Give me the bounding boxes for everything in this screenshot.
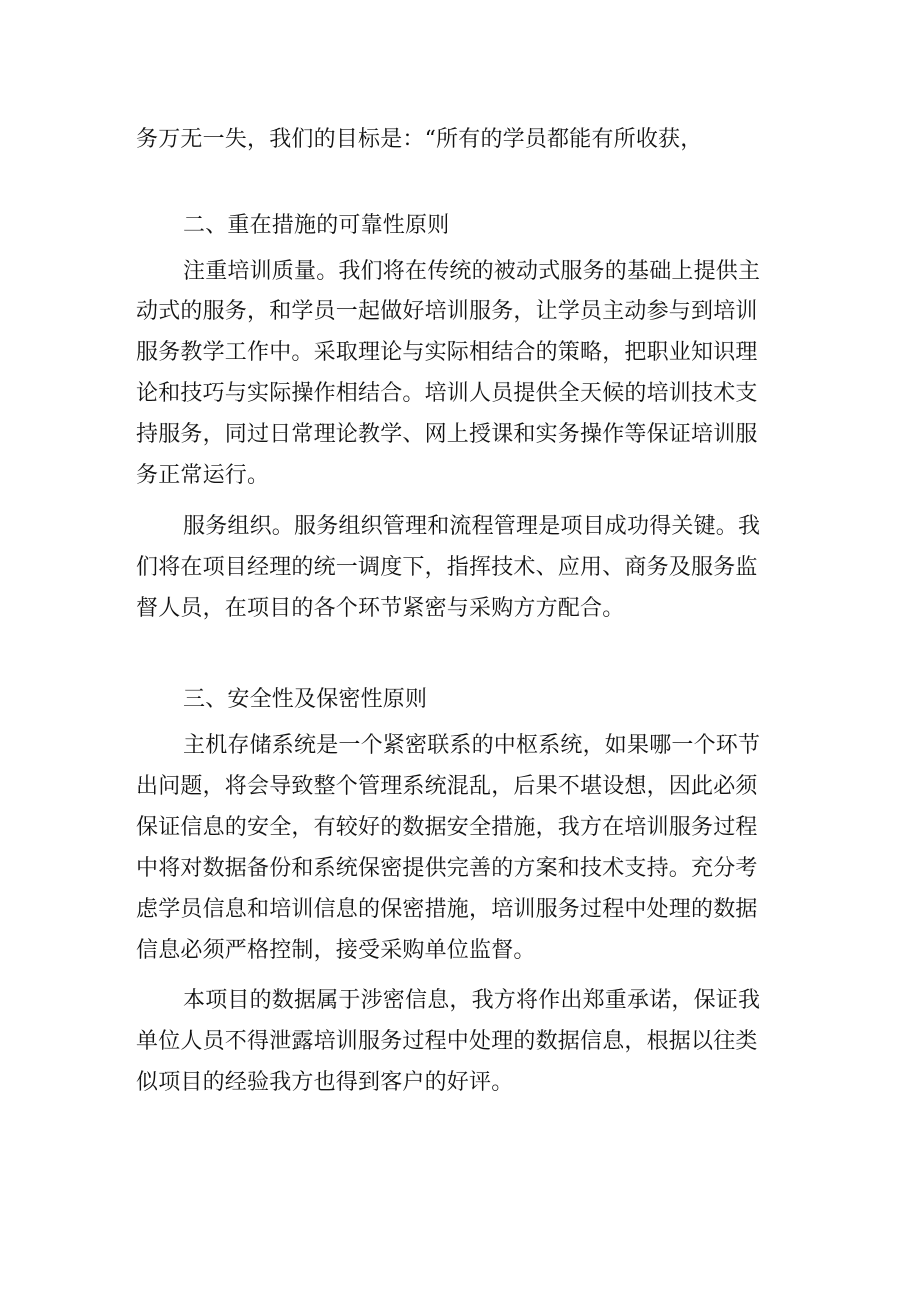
paragraph-line: 保证信息的安全，有较好的数据安全措施，我方在培训服务过程 bbox=[136, 815, 758, 840]
paragraph-line: 们将在项目经理的统一调度下，指挥技术、应用、商务及服务监 bbox=[136, 555, 758, 580]
paragraph-line: 单位人员不得泄露培训服务过程中处理的数据信息，根据以往类 bbox=[136, 1029, 758, 1054]
paragraph-line: 论和技巧与实际操作相结合。培训人员提供全天候的培训技术支 bbox=[136, 381, 758, 406]
paragraph-line: 主机存储系统是一个紧密联系的中枢系统，如果哪一个环节 bbox=[183, 733, 761, 758]
paragraph-line: 虑学员信息和培训信息的保密措施，培训服务过程中处理的数据 bbox=[136, 897, 758, 922]
paragraph-line: 中将对数据备份和系统保密提供完善的方案和技术支持。充分考 bbox=[136, 856, 758, 881]
paragraph-line: 注重培训质量。我们将在传统的被动式服务的基础上提供主 bbox=[183, 259, 761, 284]
paragraph-line: 信息必须严格控制，接受采购单位监督。 bbox=[136, 938, 536, 963]
text-line: 务万无一失，我们的目标是：“所有的学员都能有所收获， bbox=[136, 127, 703, 152]
paragraph-line: 服务教学工作中。采取理论与实际相结合的策略，把职业知识理 bbox=[136, 340, 758, 365]
section-heading: 三、安全性及保密性原则 bbox=[183, 687, 428, 712]
paragraph-line: 服务组织。服务组织管理和流程管理是项目成功得关键。我 bbox=[183, 514, 761, 539]
paragraph-line: 务正常运行。 bbox=[136, 463, 270, 488]
paragraph-line: 本项目的数据属于涉密信息，我方将作出郑重承诺，保证我 bbox=[183, 988, 761, 1013]
paragraph-line: 出问题，将会导致整个管理系统混乱，后果不堪设想，因此必须 bbox=[136, 774, 758, 799]
paragraph-line: 持服务，同过日常理论教学、网上授课和实务操作等保证培训服 bbox=[136, 422, 758, 447]
paragraph-line: 督人员，在项目的各个环节紧密与采购方方配合。 bbox=[136, 596, 625, 621]
paragraph-line: 动式的服务，和学员一起做好培训服务，让学员主动参与到培训 bbox=[136, 299, 758, 324]
paragraph-line: 似项目的经验我方也得到客户的好评。 bbox=[136, 1070, 514, 1095]
section-heading: 二、重在措施的可靠性原则 bbox=[183, 213, 450, 238]
